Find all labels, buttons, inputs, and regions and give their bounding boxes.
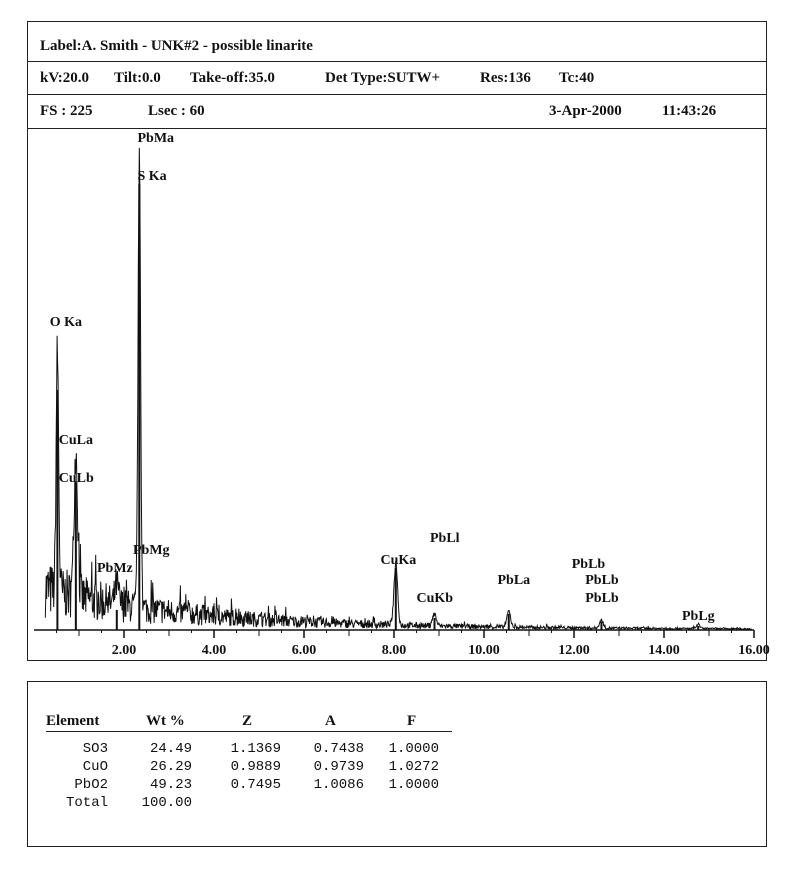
column-header: F bbox=[407, 713, 417, 729]
x-tick-label: 4.00 bbox=[201, 643, 227, 658]
peak-label: PbLb bbox=[585, 591, 619, 606]
column-header: Z bbox=[242, 713, 253, 729]
peak-label: PbMg bbox=[133, 543, 170, 558]
resolution-value: Res:136 bbox=[480, 70, 531, 86]
peak-label: PbLl bbox=[430, 531, 460, 546]
peak-label: PbMz bbox=[97, 561, 133, 576]
acquisition-time: 11:43:26 bbox=[662, 103, 717, 119]
x-tick-label: 10.00 bbox=[468, 643, 500, 658]
z-factor-cell: 0.7495 bbox=[230, 777, 281, 793]
total-value: 100.00 bbox=[141, 795, 192, 811]
x-tick-label: 12.00 bbox=[558, 643, 590, 658]
column-header: Element bbox=[46, 713, 100, 729]
tc-value: Tc:40 bbox=[559, 70, 595, 86]
column-header: A bbox=[325, 713, 336, 729]
x-tick-label: 2.00 bbox=[111, 643, 137, 658]
detector-type: Det Type:SUTW+ bbox=[325, 70, 441, 86]
a-factor-cell: 0.7438 bbox=[313, 741, 364, 757]
spectrum-panel bbox=[27, 21, 770, 661]
peak-label: CuLa bbox=[58, 433, 93, 448]
x-tick-label: 6.00 bbox=[291, 643, 317, 658]
table-header-rule bbox=[46, 731, 452, 732]
column-header: Wt % bbox=[146, 713, 185, 729]
f-factor-cell: 1.0000 bbox=[388, 741, 439, 757]
kv-value: kV:20.0 bbox=[40, 70, 90, 86]
tilt-value: Tilt:0.0 bbox=[114, 70, 161, 86]
total-label: Total bbox=[65, 795, 108, 811]
eds-spectrum-chart bbox=[28, 22, 770, 660]
takeoff-value: Take-off:35.0 bbox=[190, 70, 275, 86]
a-factor-cell: 1.0086 bbox=[313, 777, 364, 793]
peak-label: PbLa bbox=[497, 573, 531, 588]
wt-percent-cell: 49.23 bbox=[149, 777, 192, 793]
x-tick-label: 14.00 bbox=[648, 643, 680, 658]
wt-percent-cell: 26.29 bbox=[149, 759, 192, 775]
peak-label: PbLb bbox=[585, 573, 619, 588]
sample-label: Label:A. Smith - UNK#2 - possible linarite bbox=[40, 38, 313, 54]
x-tick-label: 8.00 bbox=[381, 643, 407, 658]
a-factor-cell: 0.9739 bbox=[313, 759, 364, 775]
f-factor-cell: 1.0000 bbox=[388, 777, 439, 793]
peak-label: O Ka bbox=[49, 315, 83, 330]
live-seconds-value: Lsec : 60 bbox=[148, 103, 205, 119]
peak-label: CuKb bbox=[416, 591, 454, 606]
x-tick-label: 16.00 bbox=[738, 643, 770, 658]
quantification-table-panel bbox=[27, 681, 767, 847]
peak-label: CuLb bbox=[58, 471, 94, 486]
peak-label: S Ka bbox=[137, 169, 167, 184]
f-factor-cell: 1.0272 bbox=[388, 759, 439, 775]
element-cell: PbO2 bbox=[74, 777, 108, 793]
peak-label: PbMa bbox=[137, 131, 175, 146]
wt-percent-cell: 24.49 bbox=[149, 741, 192, 757]
acquisition-date: 3-Apr-2000 bbox=[549, 103, 622, 119]
z-factor-cell: 1.1369 bbox=[230, 741, 281, 757]
peak-label: CuKa bbox=[380, 553, 417, 568]
full-scale-value: FS : 225 bbox=[40, 103, 93, 119]
element-cell: CuO bbox=[82, 759, 108, 775]
element-cell: SO3 bbox=[82, 741, 108, 757]
peak-label: PbLb bbox=[571, 557, 606, 572]
z-factor-cell: 0.9889 bbox=[230, 759, 281, 775]
peak-label: PbLg bbox=[682, 609, 715, 624]
